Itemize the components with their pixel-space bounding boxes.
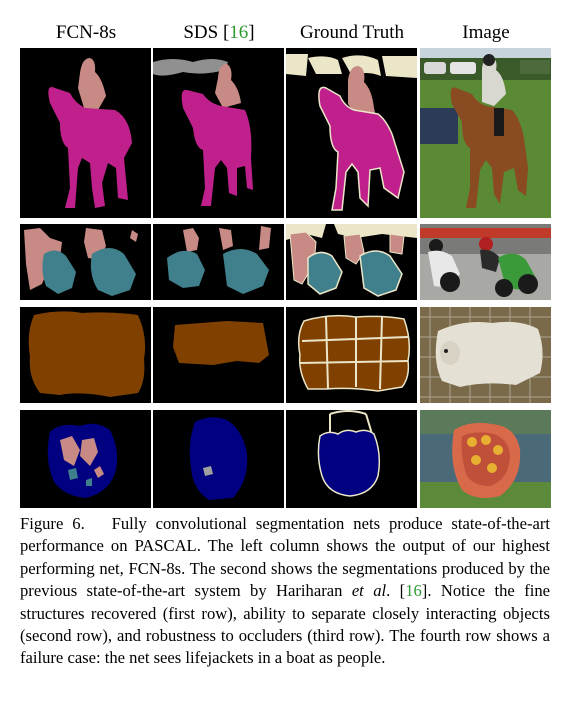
row4-sds-segmentation	[153, 410, 284, 508]
caption-citation-link[interactable]: 16	[405, 581, 422, 601]
row4-photo-boat	[420, 410, 551, 508]
row4-ground-truth	[286, 410, 417, 508]
figure-caption: Figure 6. Fully convolutional segmentation nets produce state-of-the-art performance on PASCAL. The left column shows the output of our highest performing net, FCN-8s. The second shows the segmentations produced by the previous state-of-the-art system by Hariharan et al. [16]. Notice the fine structures recovered (first row), ability to separate closely interacting objects (second row), and robustness to occluders (third row). The fourth row shows a failure case: the net sees lifejackets in a boat as people.	[20, 514, 551, 668]
row1-photo-horse-rider	[420, 48, 551, 218]
row4-fcn8s-segmentation	[20, 410, 151, 508]
row1-sds-segmentation	[153, 48, 284, 218]
row3-photo-sheep	[420, 307, 551, 403]
header-ground-truth: Ground Truth	[300, 22, 404, 43]
row3-ground-truth	[286, 307, 417, 403]
row1-ground-truth	[286, 48, 417, 218]
sds-citation-link[interactable]: 16	[229, 22, 249, 43]
row2-fcn8s-segmentation	[20, 224, 151, 300]
header-image: Image	[462, 22, 510, 43]
row3-sds-segmentation	[153, 307, 284, 403]
row2-sds-segmentation	[153, 224, 284, 300]
row2-ground-truth	[286, 224, 417, 300]
row2-photo-motorbikes	[420, 224, 551, 300]
row3-fcn8s-segmentation	[20, 307, 151, 403]
header-sds: SDS [16]	[183, 22, 255, 43]
figure-label: Figure 6.	[20, 514, 85, 533]
row1-fcn8s-segmentation	[20, 48, 151, 218]
header-fcn8s: FCN-8s	[55, 22, 117, 43]
